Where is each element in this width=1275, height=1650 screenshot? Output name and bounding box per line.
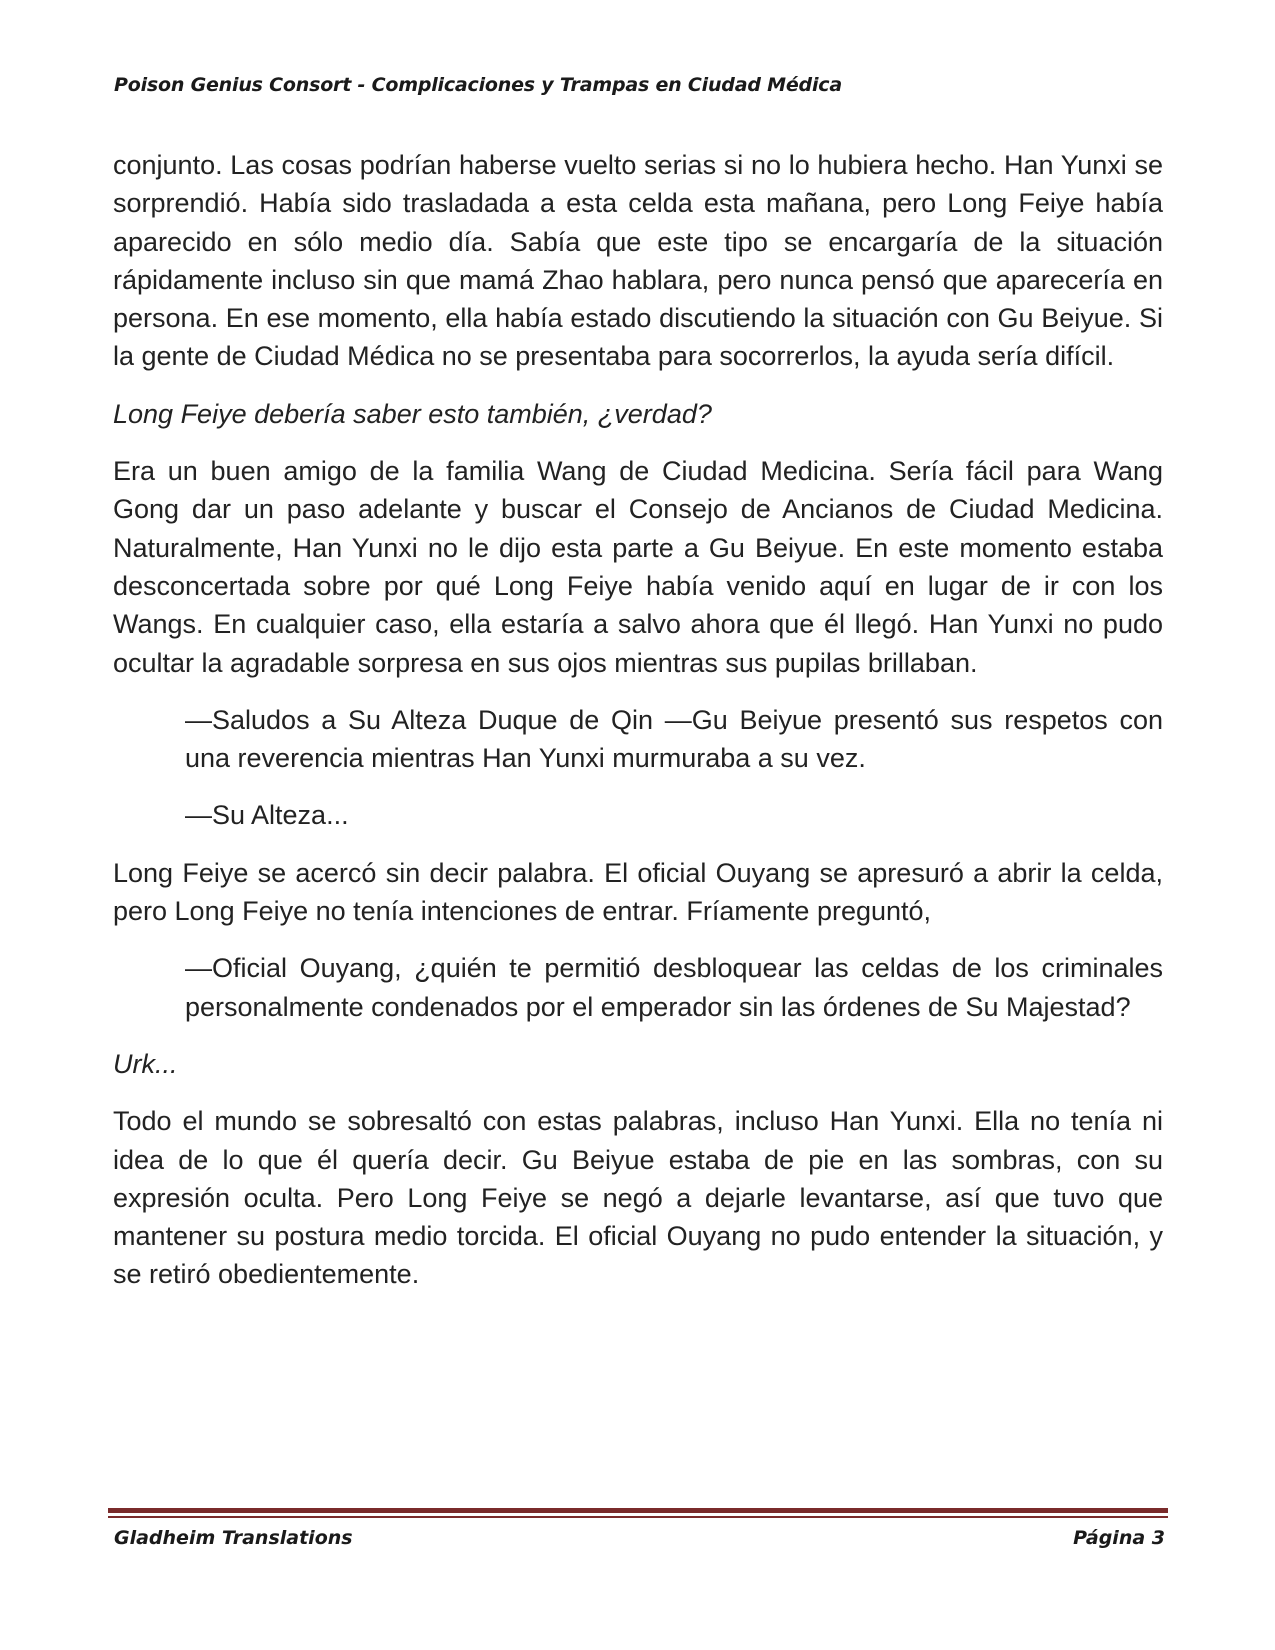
paragraph-italic: Urk...	[113, 1048, 178, 1079]
footer-rule-thick	[108, 1508, 1168, 1513]
paragraph: Long Feiye se acercó sin decir palabra. El oficial Ouyang se apresuró a abrir la celda, pero Long Feiye no tenía intenciones de entrar. Fríamente preguntó,	[113, 857, 1163, 927]
paragraph: Era un buen amigo de la familia Wang de Ciudad Medicina. Sería fácil para Wang Gong dar un paso adelante y buscar el Consejo de Ancianos de Ciudad Medicina. Naturalmente, Han Yunxi no le dijo esta parte a Gu Beiyue. En este momento estaba desconcertada sobre por qué Long Feiye había venido aquí en lugar de ir con los Wangs. En cualquier caso, ella estaría a salvo ahora que él llegó. Han Yunxi no pudo ocultar la agradable sorpresa en sus ojos mientras sus pupilas brillaban.	[113, 456, 1163, 678]
dialogue-paragraph: —Su Alteza...	[185, 800, 349, 831]
footer-rule-thin	[108, 1516, 1168, 1518]
body-text	[113, 146, 1163, 1313]
dialogue-paragraph: —Oficial Ouyang, ¿quién te permitió desbloquear las celdas de los criminales personalmente condenados por el emperador sin las órdenes de Su Majestad?	[185, 953, 1163, 1022]
dialogue-paragraph: —Saludos a Su Alteza Duque de Qin —Gu Beiyue presentó sus respetos con una reverencia mientras Han Yunxi murmuraba a su vez.	[185, 704, 1163, 774]
paragraph: conjunto. Las cosas podrían haberse vuelto serias si no lo hubiera hecho. Han Yunxi se sorprendió. Había sido trasladada a esta celda esta mañana, pero Long Feiye había aparecido en sólo medio día. Sabía que este tipo se encargaría de la situación rápidamente incluso sin que mamá Zhao hablara, pero nunca pensó que aparecería en persona. En ese momento, ella había estado discutiendo la situación con Gu Beiyue. Si la gente de Ciudad Médica no se presentaba para socorrerlos, la ayuda sería difícil.	[113, 150, 1163, 372]
paragraph: Todo el mundo se sobresaltó con estas palabras, incluso Han Yunxi. Ella no tenía ni idea de lo que él quería decir. Gu Beiyue estaba de pie en las sombras, con su expresión oculta. Pero Long Feiye se negó a dejarle levantarse, así que tuvo que mantener su postura medio torcida. El oficial Ouyang no pudo entender la situación, y se retiró obedientemente.	[113, 1106, 1163, 1290]
page-number: Página 3	[1073, 1527, 1165, 1549]
footer-publisher: Gladheim Translations	[114, 1527, 353, 1549]
paragraph-italic: Long Feiye debería saber esto también, ¿verdad?	[113, 398, 712, 429]
running-header: Poison Genius Consort - Complicaciones y Trampas en Ciudad Médica	[114, 74, 842, 96]
